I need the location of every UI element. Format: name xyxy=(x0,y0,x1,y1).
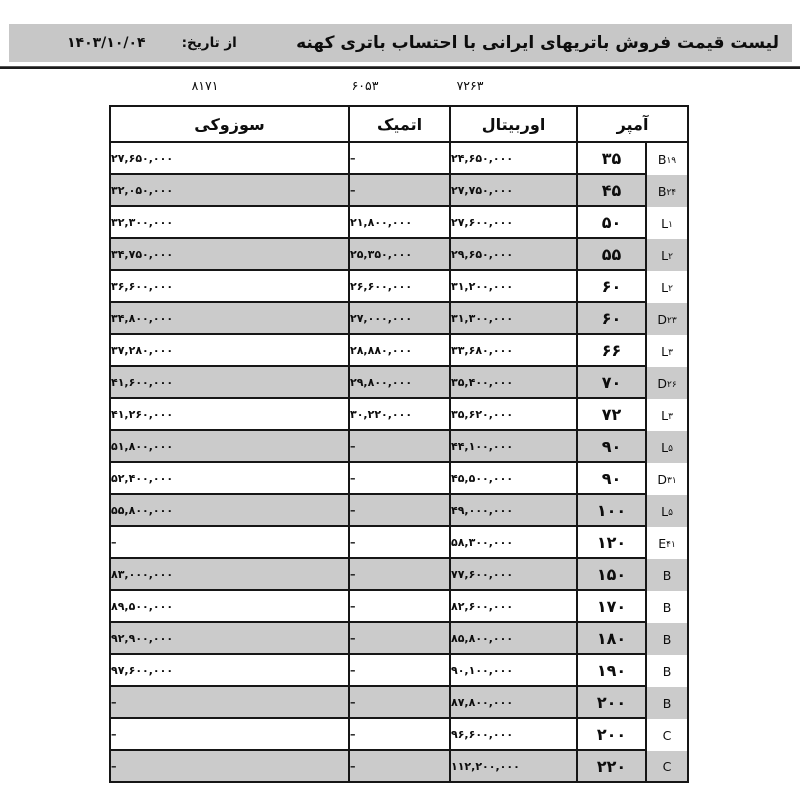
cell-suzuki-price: ۴۱,۲۶۰,۰۰۰ xyxy=(109,399,348,431)
cell-orbital-price: ۹۶,۶۰۰,۰۰۰ xyxy=(449,719,576,751)
cell-suzuki-price: ۹۲,۹۰۰,۰۰۰ xyxy=(109,623,348,655)
type-code-letter: L xyxy=(661,407,669,423)
type-code-subscript: ۴۱ xyxy=(666,539,676,550)
table-row xyxy=(109,559,689,591)
type-code-letter: B xyxy=(657,151,667,167)
cell-suzuki-price: ۳۶,۶۰۰,۰۰۰ xyxy=(109,271,348,303)
cell-atomic-price: – xyxy=(348,591,449,623)
cell-suzuki-price: – xyxy=(109,751,348,783)
cell-orbital-price: ۴۹,۰۰۰,۰۰۰ xyxy=(449,495,576,527)
cell-amp: ۹۰ xyxy=(576,431,647,463)
cell-suzuki-price: ۵۲,۴۰۰,۰۰۰ xyxy=(109,463,348,495)
ref-number-orbital: ۷۲۶۳ xyxy=(456,78,484,93)
cell-suzuki-price: ۴۱,۶۰۰,۰۰۰ xyxy=(109,367,348,399)
cell-amp: ۵۵ xyxy=(576,239,647,271)
cell-type-code xyxy=(647,591,689,623)
table-row xyxy=(109,687,689,719)
cell-type-code xyxy=(647,239,689,271)
cell-amp: ۹۰ xyxy=(576,463,647,495)
type-code-letter: B xyxy=(662,663,672,679)
table-row xyxy=(109,751,689,783)
cell-atomic-price: – xyxy=(348,463,449,495)
table-row xyxy=(109,431,689,463)
cell-amp: ۱۵۰ xyxy=(576,559,647,591)
cell-amp: ۵۰ xyxy=(576,207,647,239)
table-row xyxy=(109,207,689,239)
type-code-subscript: ۲۳ xyxy=(666,315,677,326)
cell-type-code xyxy=(647,527,689,559)
cell-amp: ۱۷۰ xyxy=(576,591,647,623)
table-row xyxy=(109,175,689,207)
header-cell-suzuki: سوزوکی xyxy=(109,105,348,143)
type-code-letter: L xyxy=(661,247,669,263)
cell-atomic-price: – xyxy=(348,559,449,591)
cell-amp: ۶۰ xyxy=(576,271,647,303)
date-label: از تاریخ: xyxy=(181,35,237,51)
table-row xyxy=(109,399,689,431)
ref-number-suzuki: ۸۱۷۱ xyxy=(191,78,219,93)
cell-orbital-price: ۸۵,۸۰۰,۰۰۰ xyxy=(449,623,576,655)
cell-orbital-price: ۳۳,۶۸۰,۰۰۰ xyxy=(449,335,576,367)
type-code-letter: L xyxy=(661,503,669,519)
table-row xyxy=(109,239,689,271)
cell-suzuki-price: ۸۹,۵۰۰,۰۰۰ xyxy=(109,591,348,623)
table-row xyxy=(109,303,689,335)
type-code-letter: E xyxy=(658,535,667,551)
cell-orbital-price: ۸۲,۶۰۰,۰۰۰ xyxy=(449,591,576,623)
cell-suzuki-price: ۳۲,۰۵۰,۰۰۰ xyxy=(109,175,348,207)
cell-orbital-price: ۳۱,۲۰۰,۰۰۰ xyxy=(449,271,576,303)
type-code-letter: D xyxy=(657,471,667,487)
cell-suzuki-price: ۹۷,۶۰۰,۰۰۰ xyxy=(109,655,348,687)
cell-orbital-price: ۱۱۲,۲۰۰,۰۰۰ xyxy=(449,751,576,783)
type-code-letter: B xyxy=(662,695,672,711)
cell-atomic-price: – xyxy=(348,655,449,687)
price-table-header xyxy=(109,105,689,143)
table-row xyxy=(109,143,689,175)
cell-atomic-price: – xyxy=(348,687,449,719)
cell-type-code xyxy=(647,175,689,207)
cell-type-code xyxy=(647,335,689,367)
cell-atomic-price: ۲۸,۸۸۰,۰۰۰ xyxy=(348,335,449,367)
cell-suzuki-price: ۳۴,۸۰۰,۰۰۰ xyxy=(109,303,348,335)
cell-suzuki-price: – xyxy=(109,527,348,559)
header-cell-amp: آمپر xyxy=(576,105,689,143)
cell-orbital-price: ۲۷,۷۵۰,۰۰۰ xyxy=(449,175,576,207)
type-code-subscript: ۲۴ xyxy=(666,187,677,198)
type-code-letter: L xyxy=(661,343,669,359)
table-row xyxy=(109,271,689,303)
cell-suzuki-price: – xyxy=(109,719,348,751)
cell-atomic-price: ۲۵,۳۵۰,۰۰۰ xyxy=(348,239,449,271)
cell-atomic-price: – xyxy=(348,495,449,527)
cell-suzuki-price: ۸۳,۰۰۰,۰۰۰ xyxy=(109,559,348,591)
cell-atomic-price: ۲۹,۸۰۰,۰۰۰ xyxy=(348,367,449,399)
cell-amp: ۱۰۰ xyxy=(576,495,647,527)
cell-atomic-price: ۲۱,۸۰۰,۰۰۰ xyxy=(348,207,449,239)
type-code-subscript: ۱۹ xyxy=(666,155,677,166)
cell-atomic-price: – xyxy=(348,751,449,783)
cell-type-code xyxy=(647,751,689,783)
cell-amp: ۳۵ xyxy=(576,143,647,175)
cell-suzuki-price: ۵۱,۸۰۰,۰۰۰ xyxy=(109,431,348,463)
cell-atomic-price: – xyxy=(348,527,449,559)
type-code-letter: D xyxy=(657,311,667,327)
table-row xyxy=(109,367,689,399)
cell-amp: ۱۲۰ xyxy=(576,527,647,559)
cell-suzuki-price: ۲۷,۶۵۰,۰۰۰ xyxy=(109,143,348,175)
cell-atomic-price: – xyxy=(348,175,449,207)
cell-orbital-price: ۷۷,۶۰۰,۰۰۰ xyxy=(449,559,576,591)
cell-orbital-price: ۵۸,۳۰۰,۰۰۰ xyxy=(449,527,576,559)
table-row xyxy=(109,591,689,623)
cell-type-code xyxy=(647,687,689,719)
type-code-subscript: ۲ xyxy=(668,283,673,294)
header-separator xyxy=(0,66,800,69)
cell-orbital-price: ۳۵,۶۲۰,۰۰۰ xyxy=(449,399,576,431)
table-row xyxy=(109,623,689,655)
cell-type-code xyxy=(647,463,689,495)
table-row xyxy=(109,527,689,559)
cell-atomic-price: ۲۶,۶۰۰,۰۰۰ xyxy=(348,271,449,303)
type-code-subscript: ۱ xyxy=(668,219,673,230)
cell-type-code xyxy=(647,303,689,335)
type-code-subscript: ۳ xyxy=(668,347,673,358)
cell-amp: ۱۸۰ xyxy=(576,623,647,655)
cell-suzuki-price: ۵۵,۸۰۰,۰۰۰ xyxy=(109,495,348,527)
cell-amp: ۶۰ xyxy=(576,303,647,335)
type-code-letter: B xyxy=(662,567,672,583)
cell-type-code xyxy=(647,623,689,655)
cell-atomic-price: – xyxy=(348,719,449,751)
type-code-subscript: ۲۶ xyxy=(666,379,677,390)
cell-amp: ۲۲۰ xyxy=(576,751,647,783)
type-code-letter: B xyxy=(662,631,672,647)
type-code-letter: B xyxy=(657,183,667,199)
cell-type-code xyxy=(647,271,689,303)
cell-type-code xyxy=(647,143,689,175)
type-code-letter: C xyxy=(662,758,672,774)
page-title: لیست قیمت فروش باتریهای ایرانی با احتساب باتری کهنه xyxy=(296,33,779,53)
header-cell-atomic: اتمیک xyxy=(348,105,449,143)
cell-suzuki-price: ۳۴,۷۵۰,۰۰۰ xyxy=(109,239,348,271)
cell-amp: ۴۵ xyxy=(576,175,647,207)
cell-type-code xyxy=(647,367,689,399)
table-row xyxy=(109,335,689,367)
cell-suzuki-price: ۳۷,۲۸۰,۰۰۰ xyxy=(109,335,348,367)
price-table xyxy=(109,105,689,783)
cell-atomic-price: ۲۷,۰۰۰,۰۰۰ xyxy=(348,303,449,335)
cell-type-code xyxy=(647,655,689,687)
type-code-letter: L xyxy=(661,279,669,295)
cell-suzuki-price: ۳۲,۳۰۰,۰۰۰ xyxy=(109,207,348,239)
cell-orbital-price: ۲۴,۶۵۰,۰۰۰ xyxy=(449,143,576,175)
cell-atomic-price: – xyxy=(348,623,449,655)
price-table-body xyxy=(109,143,689,783)
cell-orbital-price: ۸۷,۸۰۰,۰۰۰ xyxy=(449,687,576,719)
cell-orbital-price: ۲۹,۶۵۰,۰۰۰ xyxy=(449,239,576,271)
cell-amp: ۷۰ xyxy=(576,367,647,399)
cell-atomic-price: – xyxy=(348,431,449,463)
type-code-letter: D xyxy=(657,375,667,391)
type-code-letter: L xyxy=(661,215,669,231)
cell-amp: ۷۲ xyxy=(576,399,647,431)
cell-type-code xyxy=(647,207,689,239)
ref-number-atomic: ۶۰۵۳ xyxy=(351,78,379,93)
cell-amp: ۲۰۰ xyxy=(576,687,647,719)
table-row xyxy=(109,719,689,751)
type-code-subscript: ۵ xyxy=(668,507,673,518)
type-code-subscript: ۵ xyxy=(668,443,673,454)
table-row xyxy=(109,655,689,687)
type-code-subscript: ۲ xyxy=(668,251,673,262)
type-code-letter: L xyxy=(661,439,669,455)
type-code-subscript: ۳ xyxy=(668,411,673,422)
cell-orbital-price: ۳۵,۴۰۰,۰۰۰ xyxy=(449,367,576,399)
cell-type-code xyxy=(647,495,689,527)
cell-type-code xyxy=(647,719,689,751)
cell-type-code xyxy=(647,559,689,591)
title-band xyxy=(9,24,792,62)
cell-type-code xyxy=(647,431,689,463)
date-value: ۱۴۰۳/۱۰/۰۴ xyxy=(67,35,146,51)
cell-orbital-price: ۴۵,۵۰۰,۰۰۰ xyxy=(449,463,576,495)
cell-amp: ۶۶ xyxy=(576,335,647,367)
cell-orbital-price: ۹۰,۱۰۰,۰۰۰ xyxy=(449,655,576,687)
type-code-letter: C xyxy=(662,727,672,743)
date-group xyxy=(67,35,237,51)
cell-suzuki-price: – xyxy=(109,687,348,719)
cell-atomic-price: – xyxy=(348,143,449,175)
type-code-subscript: ۳۱ xyxy=(666,475,677,486)
cell-orbital-price: ۲۷,۶۰۰,۰۰۰ xyxy=(449,207,576,239)
table-row xyxy=(109,463,689,495)
table-row xyxy=(109,495,689,527)
cell-orbital-price: ۴۴,۱۰۰,۰۰۰ xyxy=(449,431,576,463)
type-code-letter: B xyxy=(662,599,672,615)
cell-type-code xyxy=(647,399,689,431)
cell-amp: ۲۰۰ xyxy=(576,719,647,751)
header-cell-orbital: اوربیتال xyxy=(449,105,576,143)
cell-amp: ۱۹۰ xyxy=(576,655,647,687)
cell-atomic-price: ۳۰,۲۲۰,۰۰۰ xyxy=(348,399,449,431)
cell-orbital-price: ۳۱,۳۰۰,۰۰۰ xyxy=(449,303,576,335)
